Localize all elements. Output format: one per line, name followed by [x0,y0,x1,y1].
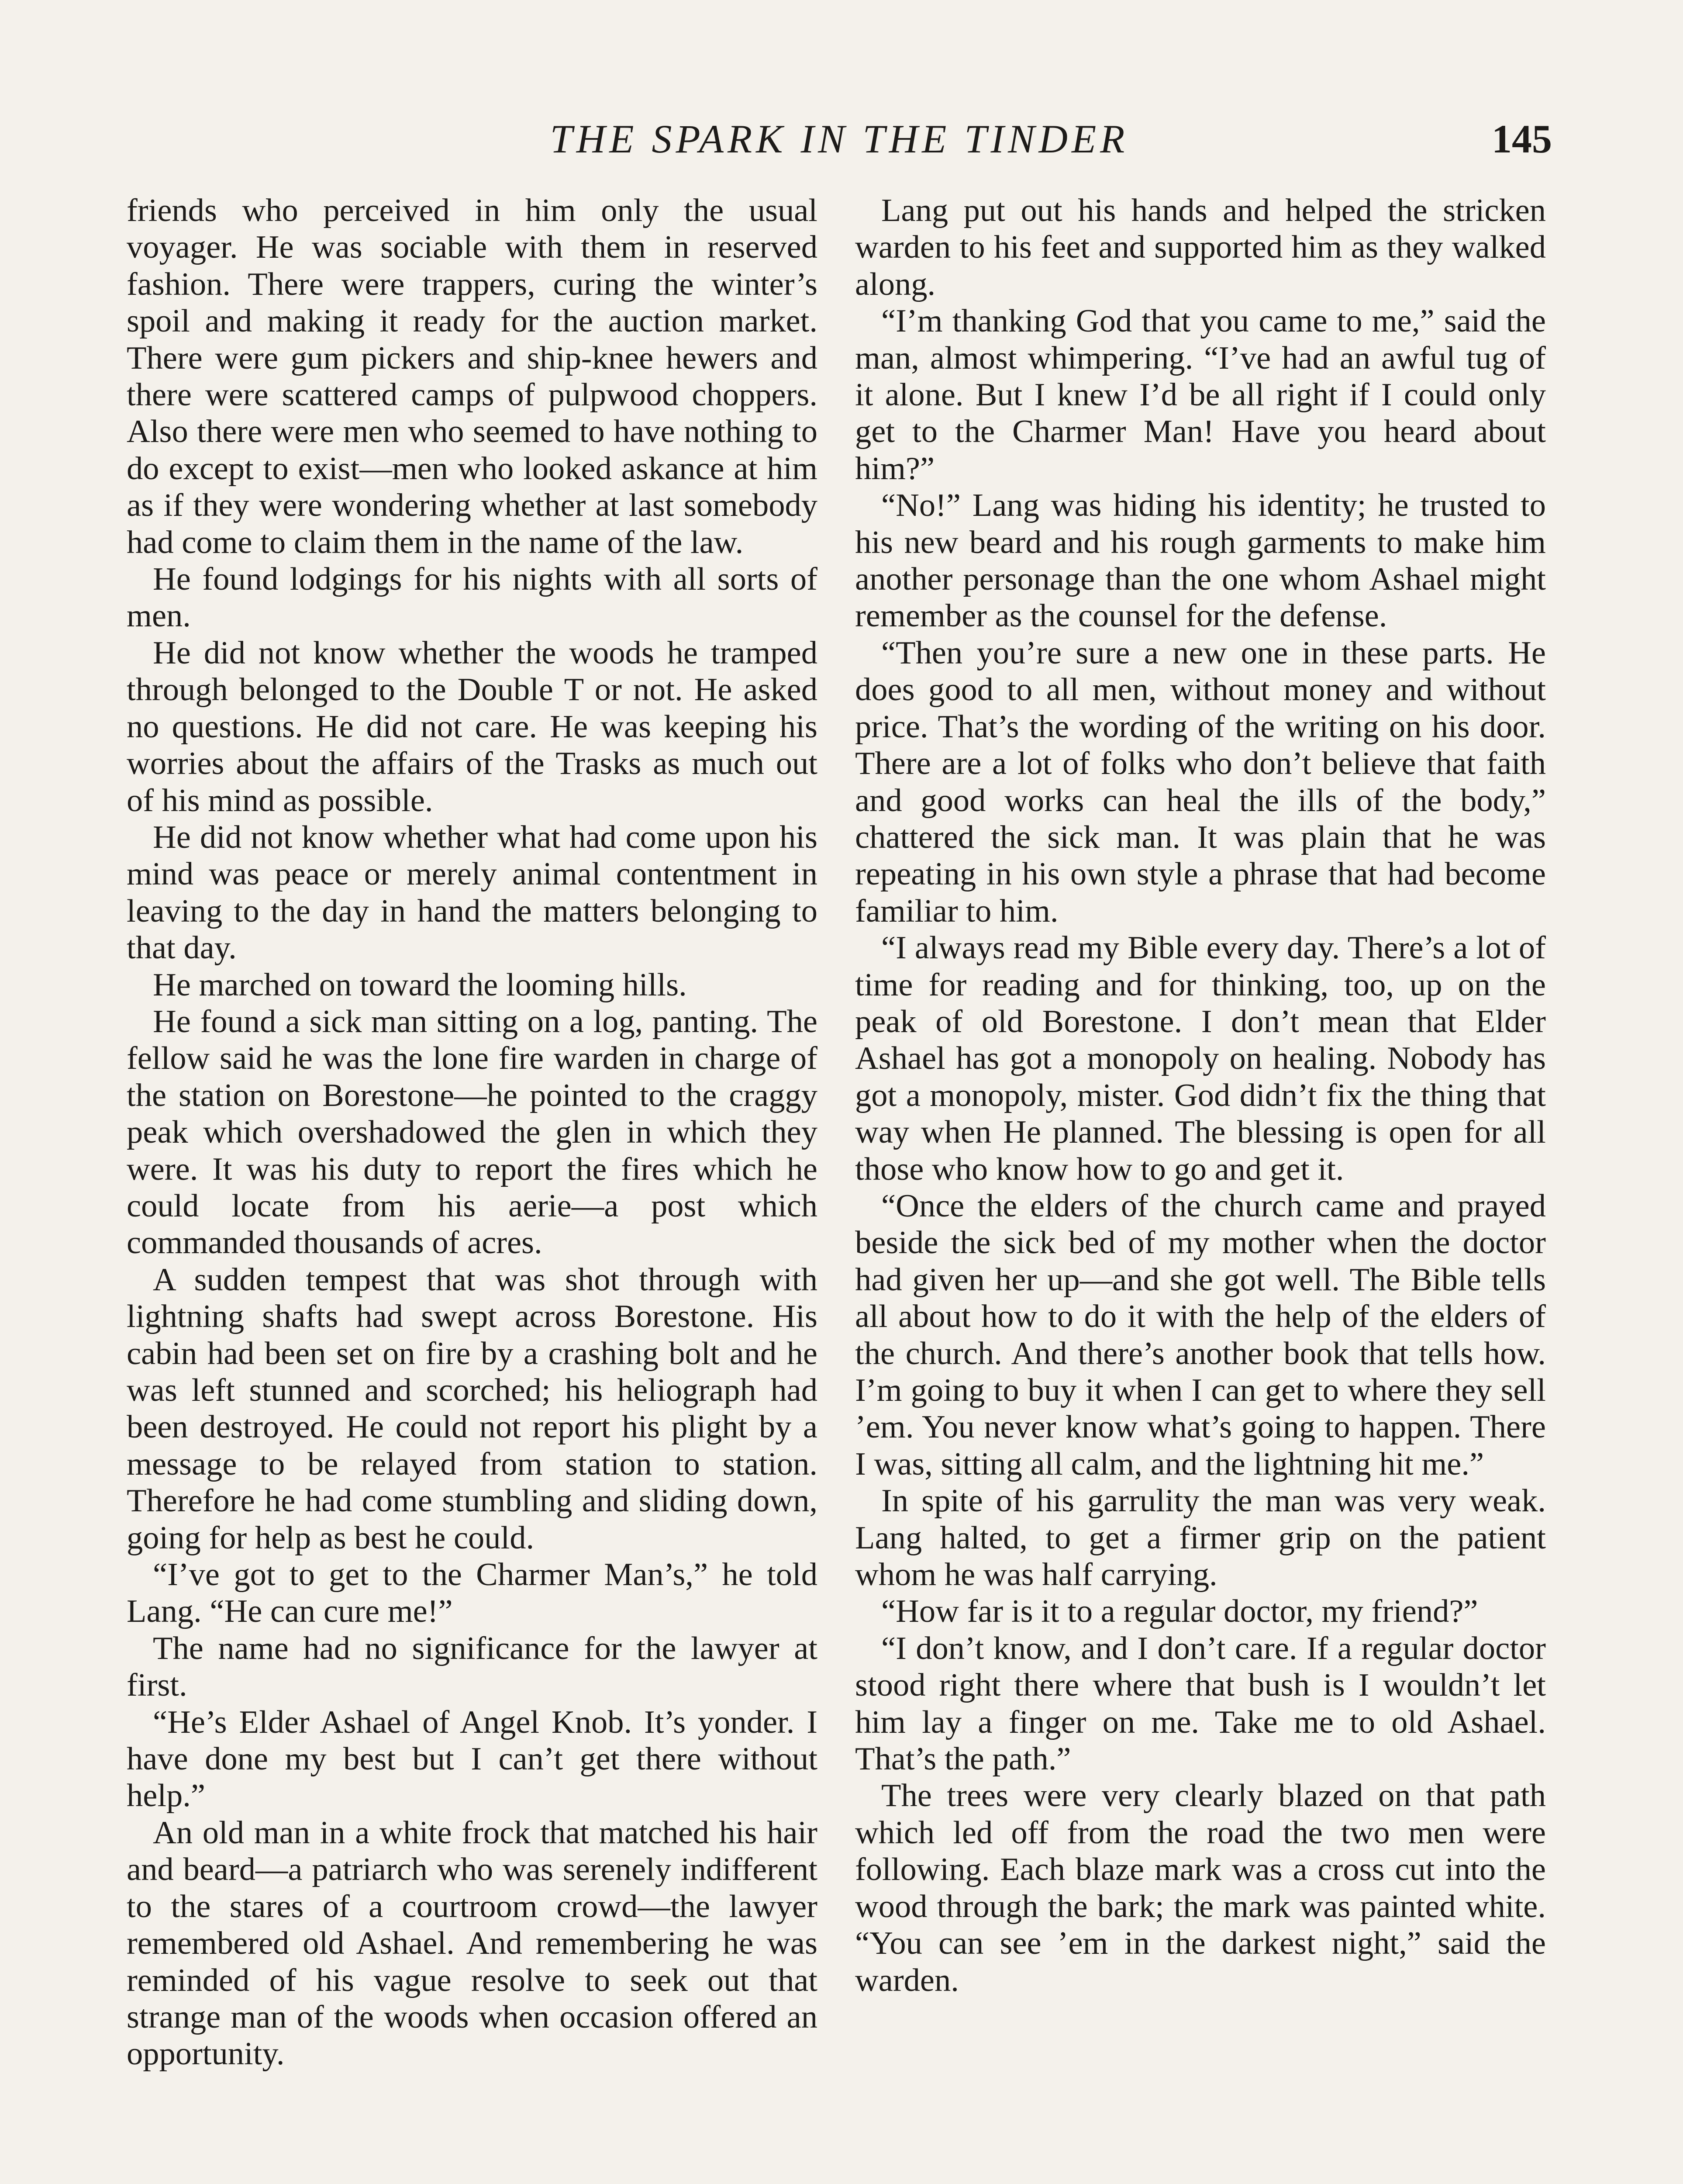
right-column [855,192,1546,1999]
paragraph: “Once the elders of the church came and prayed beside the sick bed of my mother when the doctor had given her up—and she got well. The Bible tells all about how to do it with the help of the elders of the church. And there’s another book that tells how. I’m going to buy it when I can get to where they sell ’em. You never know what’s going to happen. There I was, sitting all calm, and the lightning hit me.” [855,1188,1546,1482]
paragraph: He found a sick man sitting on a log, panting. The fellow said he was the lone fire warden in charge of the station on Borestone—he pointed to the craggy peak which overshadowed the glen in which they were. It was his duty to report the fires which he could locate from his aerie—a post which commanded thousands of acres. [127,1003,817,1261]
paragraph: An old man in a white frock that matched his hair and beard—a patriarch who was serenely indifferent to the stares of a courtroom crowd—the lawyer remembered old Ashael. And remembering he was reminded of his vague resolve to seek out that strange man of the woods when occasion offered an opportunity. [127,1814,817,2072]
paragraph: “I’ve got to get to the Charmer Man’s,” he told Lang. “He can cure me!” [127,1557,817,1630]
running-title: THE SPARK IN THE TINDER [550,117,1129,161]
paragraph: Lang put out his hands and helped the stricken warden to his feet and supported him as they walked along. [855,193,1546,302]
paragraph: “I always read my Bible every day. There’s a lot of time for reading and for thinking, too, up on the peak of old Borestone. I don’t mean that Elder Ashael has got a monopoly on healing. Nobody has got a monopoly, mister. God didn’t fix the thing that way when He planned. The blessing is open for all those who know how to go and get it. [855,930,1546,1187]
paragraph: He found lodgings for his nights with all sorts of men. [127,561,817,634]
paragraph: The trees were very clearly blazed on that path which led off from the road the two men were following. Each blaze mark was a cross cut into the wood through the bark; the mark was painted white. “You can see ’em in the darkest night,” said the warden. [855,1778,1546,1998]
paragraph: “Then you’re sure a new one in these parts. He does good to all men, without money and without price. That’s the wording of the writing on his door. There are a lot of folks who don’t believe that faith and good works can heal the ills of the body,” chattered the sick man. It was plain that he was repeating in his own style a phrase that had become familiar to him. [855,635,1546,929]
paragraph: “How far is it to a regular doctor, my friend?” [881,1593,1478,1630]
paragraph: In spite of his garrulity the man was very weak. Lang halted, to get a firmer grip on the patient whom he was half carrying. [855,1483,1546,1593]
paragraph: “I don’t know, and I don’t care. If a regular doctor stood right there where that bush is I wouldn’t let him lay a finger on me. Take me to old Ashael. That’s the path.” [855,1630,1546,1777]
running-head [127,116,1552,164]
paragraph: He did not know whether what had come upon his mind was peace or merely animal contentment in leaving to the day in hand the matters belonging to that day. [127,819,817,966]
paragraph: A sudden tempest that was shot through with lightning shafts had swept across Borestone. His cabin had been set on fire by a crashing bolt and he was left stunned and scorched; his heliograph had been destroyed. He could not report his plight by a message to be relayed from station to station. Therefore he had come stumbling and sliding down, going for help as best he could. [127,1261,817,1556]
paragraph: The name had no significance for the lawyer at first. [127,1630,817,1704]
paragraph: friends who perceived in him only the usual voyager. He was sociable with them in reserved fashion. There were trappers, curing the winter’s spoil and making it ready for the auction market. There were gum pickers and ship-knee hewers and there were scattered camps of pulpwood choppers. Also there were men who seemed to have nothing to do except to exist—men who looked askance at him as if they were wondering whether at last somebody had come to claim them in the name of the law. [127,193,817,560]
left-column [127,192,817,2073]
page-number: 145 [1492,117,1552,161]
paragraph: “He’s Elder Ashael of Angel Knob. It’s yonder. I have done my best but I can’t get there without help.” [127,1704,817,1814]
paragraph: He marched on toward the looming hills. [153,967,687,1003]
paragraph: He did not know whether the woods he tramped through belonged to the Double T or not. He asked no questions. He did not care. He was keeping his worries about the affairs of the Trasks as much out of his mind as possible. [127,635,817,819]
paragraph: “No!” Lang was hiding his identity; he trusted to his new beard and his rough garments to make him another personage than the one whom Ashael might remember as the counsel for the defense. [855,487,1546,634]
paragraph: “I’m thanking God that you came to me,” said the man, almost whimpering. “I’ve had an awful tug of it alone. But I knew I’d be all right if I could only get to the Charmer Man! Have you heard about him?” [855,303,1546,487]
